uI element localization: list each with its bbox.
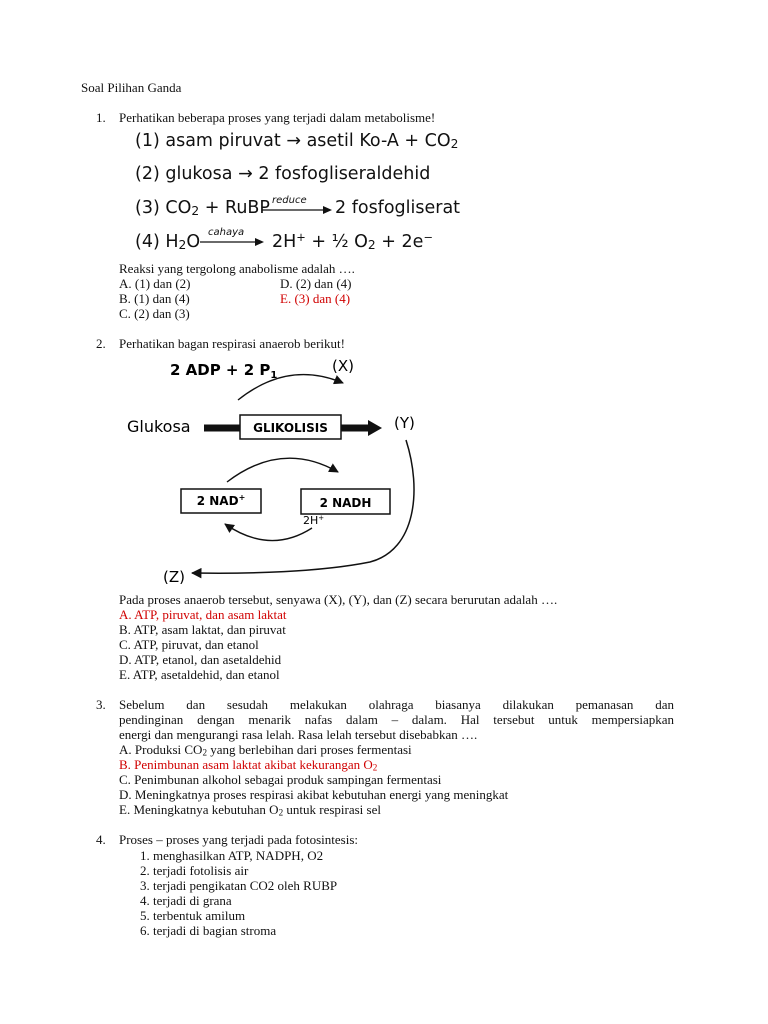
q1-option-e-answer: E. (3) dan (4) <box>280 291 351 306</box>
equation-4-arrow <box>200 235 264 249</box>
q3-option-c: C. Penimbunan alkohol sebagai produk sampingan fermentasi <box>119 772 442 787</box>
hydrogen-label: 2H+ <box>303 514 325 527</box>
question-2-text: Perhatikan bagan respirasi anaerob berikut! <box>119 336 345 351</box>
equation-4-lhs: (4) $H_2O$ <box>135 232 201 252</box>
worksheet-title: Soal Pilihan Ganda <box>81 80 182 95</box>
question-3-number: 3. <box>96 697 106 712</box>
glikolisis-label: GLIKOLISIS <box>253 421 328 435</box>
equation-2 <box>135 164 430 184</box>
q2-option-e: E. ATP, asetaldehid, dan etanol <box>119 667 280 682</box>
q1-option-d: D. (2) dan (4) <box>280 276 352 291</box>
question-1-number: 1. <box>96 110 106 125</box>
glukosa-label: Glukosa <box>127 417 191 436</box>
equation-1-lhs: (1) asam piruvat <box>135 131 281 151</box>
equation-1-subscript: 2 <box>450 136 459 151</box>
question-1-text: Perhatikan beberapa proses yang terjadi dalam metabolisme! <box>119 110 436 125</box>
equation-4 <box>135 232 200 252</box>
nad-reduction-arrow <box>227 458 338 482</box>
question-3-line-3: energi dan mengurangi rasa lelah. Rasa lelah tersebut disebabkan …. <box>119 727 478 742</box>
q4-item-1: 1. menghasilkan ATP, NADPH, O2 <box>140 848 324 863</box>
equation-2-lhs: (2) glukosa <box>135 164 233 184</box>
question-2-number: 2. <box>96 336 106 351</box>
nadh-label: 2 NADH <box>319 496 372 510</box>
q1-option-a: A. (1) dan (2) <box>119 276 191 291</box>
question-1-prompt: Reaksi yang tergolong anabolisme adalah …. <box>119 261 355 276</box>
question-2-prompt: Pada proses anaerob tersebut, senyawa (X), (Y), dan (Z) secara berurutan adalah …. <box>119 592 558 607</box>
q2-option-a-answer: A. ATP, piruvat, dan asam laktat <box>119 607 287 622</box>
nadh-oxidation-arrow <box>225 524 312 541</box>
q3-option-d: D. Meningkatnya proses respirasi akibat kebutuhan energi yang meningkat <box>119 787 509 802</box>
question-4-number: 4. <box>96 832 106 847</box>
q1-option-b: B. (1) dan (4) <box>119 291 190 306</box>
adp-label: 2 ADP + 2 $P_1$ <box>170 361 278 381</box>
nad-label: 2 NAD+ <box>196 493 246 508</box>
q4-item-2: 2. terjadi fotolisis air <box>140 863 249 878</box>
label-x: (X) <box>332 357 354 375</box>
q4-item-4: 4. terjadi di grana <box>140 893 232 908</box>
equation-3-rhs: 2 fosfogliserat <box>335 198 461 218</box>
q4-item-3: 3. terjadi pengikatan CO2 oleh RUBP <box>140 878 338 893</box>
label-y: (Y) <box>394 414 415 432</box>
anaerobic-respiration-diagram <box>100 350 440 590</box>
equation-4-condition: cahaya <box>208 227 245 238</box>
equation-3-condition: reduce <box>272 195 307 206</box>
equation-1-rhs: asetil Ko-A + CO <box>306 131 451 151</box>
q3-option-a: A. Produksi $CO_2$ yang berlebihan dari proses fermentasi <box>119 742 412 758</box>
q3-option-e: E. Meningkatnya kebutuhan $O_2$ untuk respirasi sel <box>119 802 381 818</box>
equation-2-rhs: 2 fosfogliseraldehid <box>258 164 431 184</box>
equation-4-rhs: 2H+ + ½ $O_2 + 2e^-$ <box>272 229 433 252</box>
q1-option-c: C. (2) dan (3) <box>119 306 190 321</box>
q2-option-c: C. ATP, piruvat, dan etanol <box>119 637 259 652</box>
q4-item-6: 6. terjadi di bagian stroma <box>140 923 277 938</box>
equation-1-arrow: → <box>286 131 301 151</box>
q2-option-b: B. ATP, asam laktat, dan piruvat <box>119 622 286 637</box>
equation-3-arrow <box>262 203 332 217</box>
equation-1 <box>135 131 458 151</box>
label-z: (Z) <box>163 568 185 586</box>
q3-option-b-answer: B. Penimbunan asam laktat akibat kekurangan $O_2$ <box>119 757 378 773</box>
q4-item-5: 5. terbentuk amilum <box>140 908 246 923</box>
equation-3 <box>135 198 270 218</box>
question-3-line-2: pendinginan dengan menarik nafas dalam – dalam. Hal tersebut untuk mempersiapkan <box>119 712 674 727</box>
glycolysis-output-arrowhead <box>368 420 382 436</box>
question-4-text: Proses – proses yang terjadi pada fotosintesis: <box>119 832 359 847</box>
question-3-line-1: Sebelum dan sesudah melakukan olahraga biasanya dilakukan pemanasan dan <box>119 697 674 712</box>
equation-2-arrow: → <box>238 164 253 184</box>
q2-option-d: D. ATP, etanol, dan asetaldehid <box>119 652 282 667</box>
equation-3-lhs: (3) $CO_2$ + RuBP <box>135 198 270 218</box>
